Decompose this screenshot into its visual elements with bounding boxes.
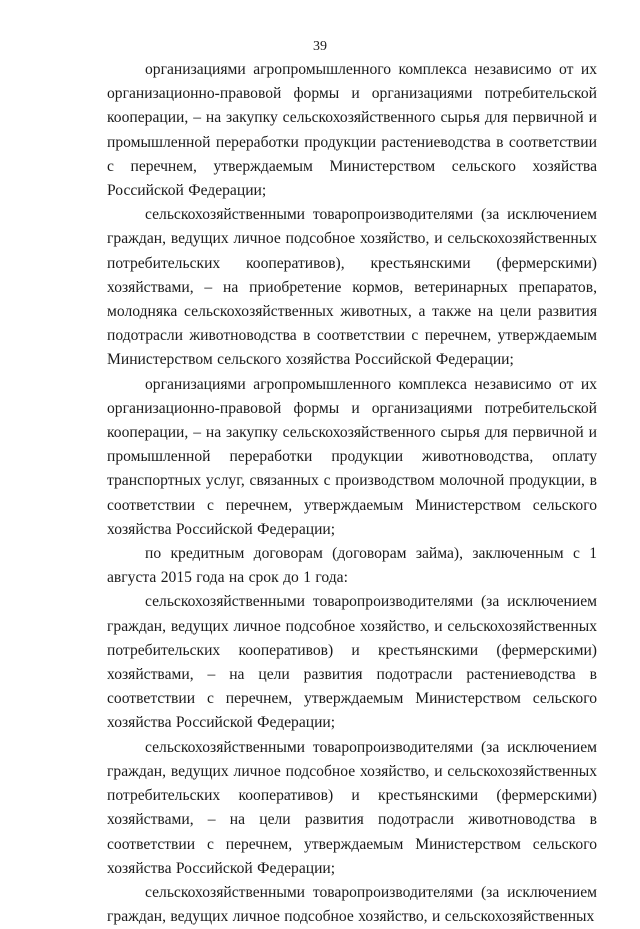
paragraph: сельскохозяйственными товаропроизводителями (за исключением граждан, ведущих личное подсобное хозяйство, и сельскохозяйственных потребительских кооперативов) и крестьянскими (фермерскими) хозяйствами, – на цели развития подотрасли растениеводства в соответствии с перечнем, утверждаемым Министерством сельского хозяйства Российской Федерации; <box>107 593 597 732</box>
paragraph: сельскохозяйственными товаропроизводителями (за исключением граждан, ведущих личное подсобное хозяйство, и сельскохозяйственных потребительских кооперативов), крестьянскими (фермерскими) хозяйствами, – на приобретение кормов, ветеринарных препаратов, молодняка сельскохозяйственных животных, а также на цели развития подотрасли животноводства в соответствии с перечнем, утверждаемым Министерством сельского хозяйства Российской Федерации; <box>107 206 597 369</box>
document-body <box>107 58 597 929</box>
paragraph: сельскохозяйственными товаропроизводителями (за исключением граждан, ведущих личное подсобное хозяйство, и сельскохозяйственных потребительских кооперативов) и крестьянскими (фермерскими) хозяйствами, – на цели развития подотрасли животноводства в соответствии с перечнем, утверждаемым Министерством сельского хозяйства Российской Федерации; <box>107 738 597 877</box>
page-number: 39 <box>313 39 327 54</box>
paragraph: организациями агропромышленного комплекса независимо от их организационно-правовой формы и организациями потребительской кооперации, – на закупку сельскохозяйственного сырья для первичной и промышленной переработки продукции животноводства, оплату транспортных услуг, связанных с производством молочной продукции, в соответствии с перечнем, утверждаемым Министерством сельского хозяйства Российской Федерации; <box>107 375 597 538</box>
paragraph: сельскохозяйственными товаропроизводителями (за исключением граждан, ведущих личное подсобное хозяйство, и сельскохозяйственных <box>107 883 597 926</box>
paragraph: организациями агропромышленного комплекса независимо от их организационно-правовой формы и организациями потребительской кооперации, – на закупку сельскохозяйственного сырья для первичной и промышленной переработки продукции растениеводства в соответствии с перечнем, утверждаемым Министерством сельского хозяйства Российской Федерации; <box>107 61 597 200</box>
paragraph: по кредитным договорам (договорам займа), заключенным с 1 августа 2015 года на срок до 1 года: <box>107 545 597 587</box>
